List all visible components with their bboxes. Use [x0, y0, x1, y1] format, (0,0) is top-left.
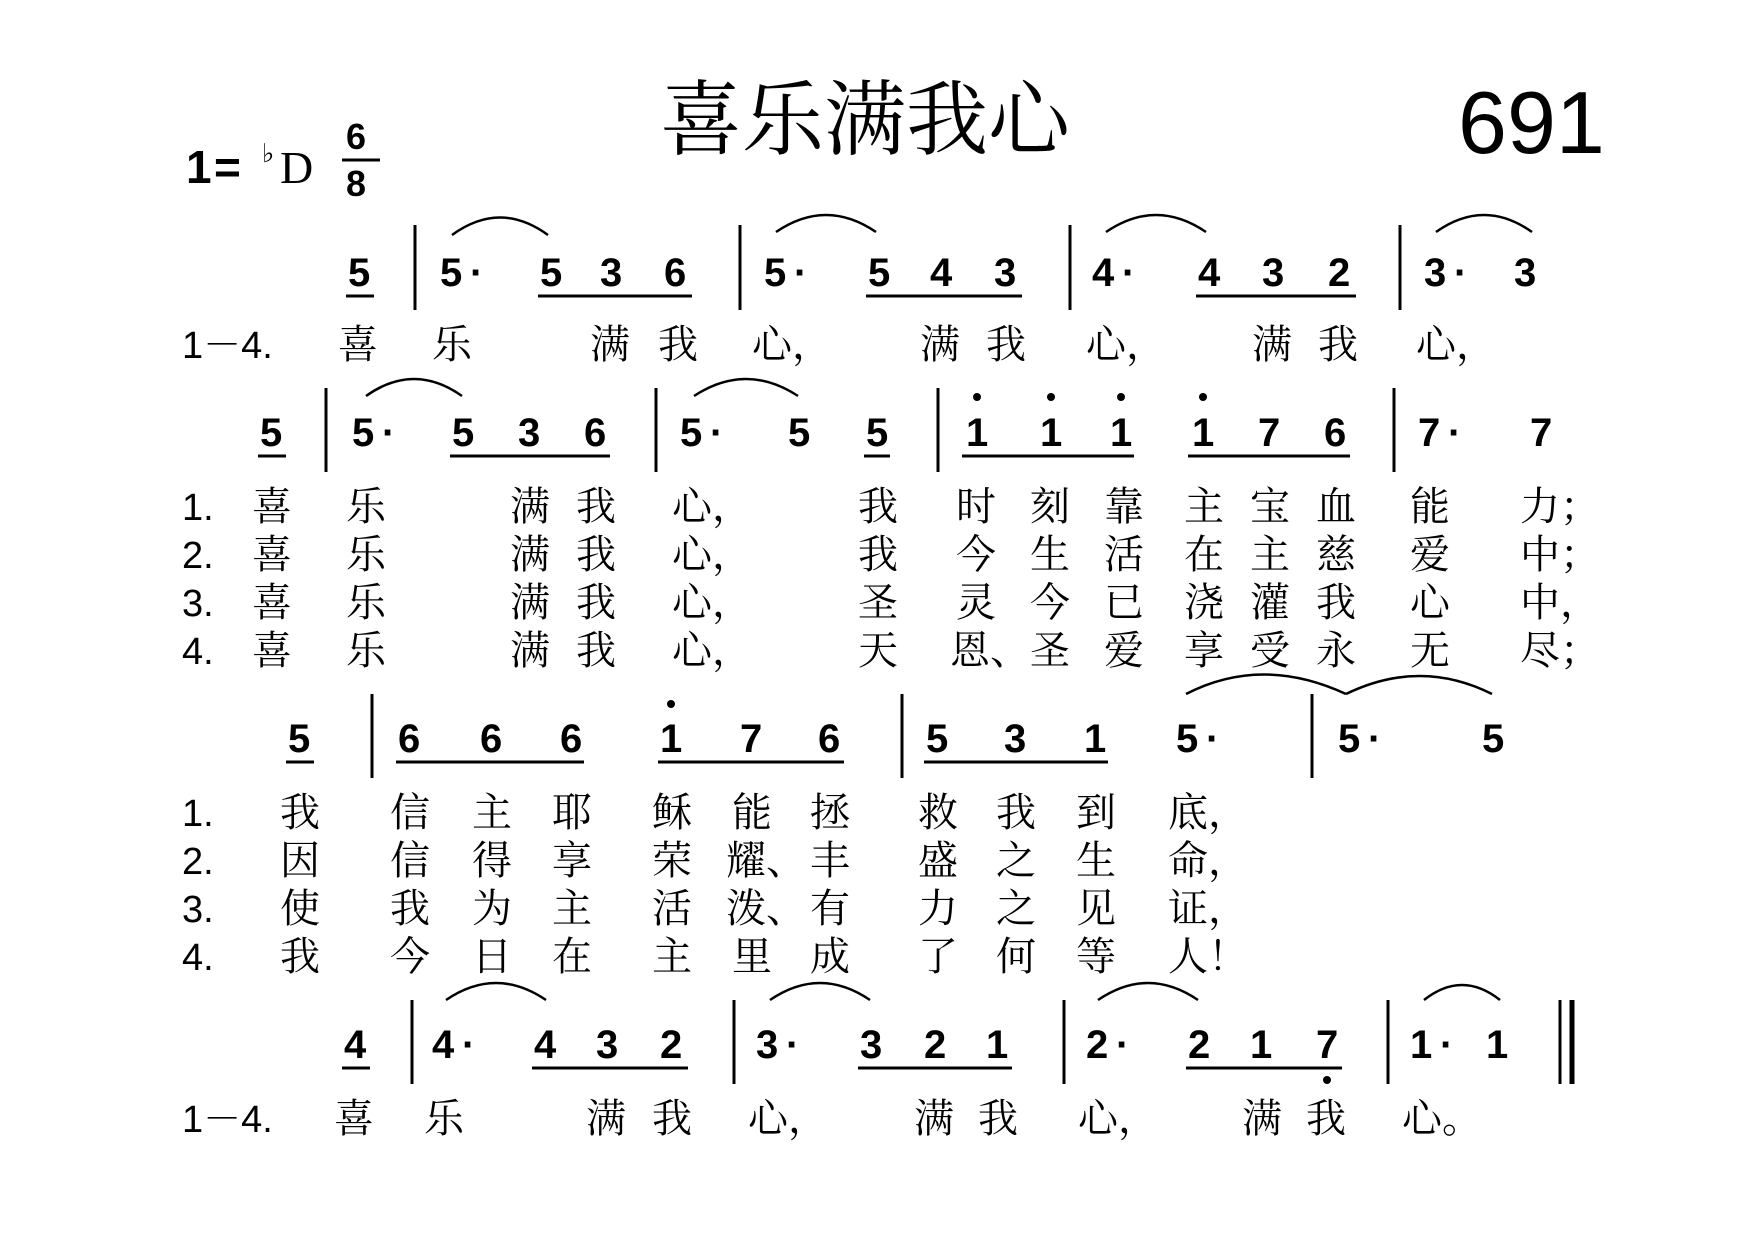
- hymn-number: 691: [1458, 73, 1605, 172]
- note: 3: [596, 1023, 619, 1067]
- lyric-syllable: 稣: [652, 790, 692, 836]
- note: 2: [660, 1023, 683, 1067]
- verse-label: 4.: [182, 937, 214, 979]
- note: 1: [1410, 1023, 1433, 1067]
- slur: [776, 215, 876, 232]
- lyric-syllable: 中；: [1520, 532, 1600, 578]
- lyric-syllable: 有: [810, 886, 850, 932]
- slurs: [1186, 675, 1492, 695]
- lyric-syllable: 证，: [1168, 886, 1248, 932]
- lyric-syllable: 心，: [1078, 1096, 1158, 1142]
- lyric-syllable: 成: [810, 934, 850, 980]
- lyric-syllable: 里: [732, 934, 772, 980]
- lyric-syllable: 满: [510, 484, 550, 530]
- note: 6: [1324, 411, 1347, 455]
- lyric-syllable: 乐: [346, 484, 386, 530]
- verse-label: 3.: [182, 583, 214, 625]
- lyric-syllable: 心: [1410, 580, 1450, 626]
- lyric-syllable: 满: [1242, 1096, 1282, 1142]
- lyric-syllable: 灵: [956, 580, 996, 626]
- note: 6: [560, 717, 583, 761]
- note: 7: [740, 717, 763, 761]
- lyric-syllable: 主: [472, 790, 512, 836]
- lyric-syllable: 乐: [346, 580, 386, 626]
- slur: [1186, 675, 1346, 695]
- note: 1: [1250, 1023, 1273, 1067]
- note: 5: [540, 251, 563, 295]
- lyric-syllable: 在: [1184, 532, 1224, 578]
- note: 5: [926, 717, 949, 761]
- note: 5: [680, 411, 703, 455]
- lyric-syllable: 乐: [346, 532, 386, 578]
- lyric-syllable: 心，: [1086, 322, 1166, 368]
- lyric-syllable: 心，: [672, 628, 752, 674]
- slur: [1424, 985, 1500, 1000]
- verse-lyrics: [182, 484, 1600, 674]
- note-dot: ·: [1448, 411, 1462, 455]
- note: 4: [432, 1023, 455, 1067]
- note: 2: [924, 1023, 947, 1067]
- slurs: [366, 379, 798, 396]
- note-dot: ·: [710, 411, 724, 455]
- bar-lines: [326, 388, 1394, 472]
- note-dot: ·: [470, 251, 484, 295]
- verse-lyrics: [182, 322, 1496, 368]
- lyric-syllable: 心，: [752, 322, 832, 368]
- verse-label: 2.: [182, 841, 214, 883]
- note: 3: [518, 411, 541, 455]
- lyric-syllable: 满: [510, 628, 550, 674]
- octave-dots: [973, 393, 1207, 401]
- octave-dot-low: [1323, 1076, 1331, 1084]
- lyric-syllable: 永: [1316, 628, 1356, 674]
- lyric-syllable: 荣: [652, 838, 692, 884]
- lyric-syllable: 底，: [1168, 790, 1248, 836]
- slur: [366, 379, 462, 396]
- lyric-syllable: 耶: [552, 790, 592, 836]
- note: 4: [930, 251, 953, 295]
- lyric-syllable: 见: [1076, 886, 1116, 932]
- note: 7: [1316, 1023, 1339, 1067]
- lyric-syllable: 心，: [672, 580, 752, 626]
- lyric-syllable: 刻: [1030, 484, 1070, 530]
- lyric-syllable: 享: [1184, 628, 1224, 674]
- note: 5: [440, 251, 463, 295]
- lyric-syllable: 能: [732, 790, 772, 836]
- note: 5: [868, 251, 891, 295]
- slur: [1346, 676, 1492, 694]
- lyric-syllable: 力；: [1520, 484, 1600, 530]
- lyric-syllable: 生: [1076, 838, 1116, 884]
- bar-lines: [372, 694, 1312, 778]
- verse-label: 2.: [182, 535, 214, 577]
- lyric-syllable: 爱: [1410, 532, 1450, 578]
- slurs: [446, 983, 1500, 1000]
- lyric-syllable: 尽；: [1520, 628, 1600, 674]
- note: 1: [986, 1023, 1009, 1067]
- lyric-syllable: 喜: [252, 532, 292, 578]
- note: 5: [260, 411, 283, 455]
- lyric-syllable: 因: [280, 838, 320, 884]
- song-title: 喜乐满我心: [660, 73, 1071, 168]
- slur: [452, 218, 548, 236]
- octave-dot: [1199, 393, 1207, 401]
- lyric-syllable: 宝: [1250, 484, 1290, 530]
- lyric-syllable: 满: [586, 1096, 626, 1142]
- lyric-syllable: 救: [918, 790, 958, 836]
- lyric-syllable: 今: [956, 532, 996, 578]
- note: 1: [660, 717, 683, 761]
- lyric-syllable: 人！: [1168, 934, 1248, 980]
- note: 5: [452, 411, 475, 455]
- notes-row: [260, 411, 1552, 455]
- lyric-syllable: 享: [552, 838, 592, 884]
- lyric-syllable: 我: [576, 628, 616, 674]
- note: 3: [994, 251, 1017, 295]
- lyric-syllable: 乐: [432, 322, 472, 368]
- key-tonic: 1: [186, 141, 212, 193]
- note: 5: [866, 411, 889, 455]
- lyric-syllable: 天: [858, 628, 898, 674]
- notes-row: [348, 251, 1536, 295]
- note: 5: [764, 251, 787, 295]
- note: 1: [1084, 717, 1107, 761]
- lyric-syllable: 我: [576, 532, 616, 578]
- note-dot: ·: [382, 411, 396, 455]
- note: 4: [1092, 251, 1115, 295]
- note: 4: [1198, 251, 1221, 295]
- lyric-syllable: 在: [552, 934, 592, 980]
- lyric-syllable: 乐: [346, 628, 386, 674]
- note: 6: [818, 717, 841, 761]
- lyric-syllable: 满: [1252, 322, 1292, 368]
- lyric-syllable: 我: [1306, 1096, 1346, 1142]
- key-signature: [186, 139, 313, 193]
- lyric-syllable: 到: [1076, 790, 1116, 836]
- lyric-syllable: 满: [510, 532, 550, 578]
- lyric-syllable: 心，: [1416, 322, 1496, 368]
- lyric-syllable: 喜: [252, 580, 292, 626]
- lyric-syllable: 我: [986, 322, 1026, 368]
- octave-dot: [1047, 393, 1055, 401]
- octave-dot: [667, 700, 675, 708]
- verse-label: 1－4.: [182, 325, 273, 367]
- lyric-syllable: 血: [1316, 484, 1356, 530]
- system-3: [182, 675, 1504, 981]
- lyric-syllable: 日: [472, 934, 512, 980]
- lyric-syllable: 已: [1104, 580, 1144, 626]
- note: 1: [1486, 1023, 1509, 1067]
- lyric-syllable: 浇: [1184, 580, 1224, 626]
- lyric-syllable: 我: [858, 532, 898, 578]
- note: 6: [480, 717, 503, 761]
- note: 3: [756, 1023, 779, 1067]
- verse-lyrics: [182, 790, 1248, 980]
- lyric-syllable: 今: [1030, 580, 1070, 626]
- slur: [694, 379, 798, 396]
- lyric-syllable: 拯: [810, 790, 850, 836]
- lyric-syllable: 我: [996, 790, 1036, 836]
- lyric-syllable: 我: [658, 322, 698, 368]
- time-signature-top: 6: [346, 116, 367, 157]
- lyric-syllable: 心，: [672, 532, 752, 578]
- octave-dot: [973, 393, 981, 401]
- lyric-syllable: 今: [390, 934, 430, 980]
- slur: [1106, 215, 1206, 232]
- lyric-syllable: 圣: [1030, 628, 1070, 674]
- note: 5: [1176, 717, 1199, 761]
- note-dot: ·: [1454, 251, 1468, 295]
- note-dot: ·: [786, 1023, 800, 1067]
- lyric-syllable: 得: [472, 838, 512, 884]
- lyric-syllable: 耀、: [726, 838, 806, 884]
- note: 1: [966, 411, 989, 455]
- lyric-syllable: 为: [472, 886, 512, 932]
- note: 1: [1040, 411, 1063, 455]
- lyric-syllable: 主: [652, 934, 692, 980]
- lyric-syllable: 命，: [1168, 838, 1248, 884]
- octave-dots: [1323, 1076, 1331, 1084]
- lyric-syllable: 我: [576, 484, 616, 530]
- verse-label: 1－4.: [182, 1099, 273, 1141]
- lyric-syllable: 满: [914, 1096, 954, 1142]
- note: 2: [1086, 1023, 1109, 1067]
- lyric-syllable: 我: [858, 484, 898, 530]
- note: 3: [1004, 717, 1027, 761]
- lyric-syllable: 受: [1250, 628, 1290, 674]
- note-dot: ·: [1116, 1023, 1130, 1067]
- lyric-syllable: 我: [280, 934, 320, 980]
- note-dot: ·: [794, 251, 808, 295]
- note: 7: [1258, 411, 1281, 455]
- note: 6: [398, 717, 421, 761]
- verse-label: 1.: [182, 487, 214, 529]
- lyric-syllable: 主: [1184, 484, 1224, 530]
- lyric-syllable: 丰: [810, 838, 850, 884]
- lyric-syllable: 我: [576, 580, 616, 626]
- lyric-syllable: 心，: [672, 484, 752, 530]
- note: 7: [1418, 411, 1441, 455]
- lyric-syllable: 慈: [1316, 532, 1356, 578]
- lyric-syllable: 主: [1250, 532, 1290, 578]
- note-dot: ·: [462, 1023, 476, 1067]
- lyric-syllable: 圣: [858, 580, 898, 626]
- slur: [1436, 215, 1532, 232]
- note: 3: [860, 1023, 883, 1067]
- slurs: [452, 215, 1532, 235]
- lyric-syllable: 生: [1030, 532, 1070, 578]
- lyric-syllable: 主: [552, 886, 592, 932]
- lyric-syllable: 力: [918, 886, 958, 932]
- note-dot: ·: [1122, 251, 1136, 295]
- lyric-syllable: 使: [280, 886, 320, 932]
- lyric-syllable: 爱: [1104, 628, 1144, 674]
- note-dot: ·: [1368, 717, 1382, 761]
- system-2: [182, 379, 1600, 674]
- verse-label: 1.: [182, 793, 214, 835]
- system-4: [182, 983, 1572, 1142]
- lyric-syllable: 活: [1104, 532, 1144, 578]
- note: 6: [584, 411, 607, 455]
- time-signature-bottom: 8: [346, 163, 367, 204]
- note: 6: [664, 251, 687, 295]
- lyric-syllable: 之: [996, 886, 1036, 932]
- lyric-syllable: 信: [390, 790, 430, 836]
- lyric-syllable: 喜: [338, 322, 378, 368]
- lyric-syllable: 满: [920, 322, 960, 368]
- note: 2: [1328, 251, 1351, 295]
- lyric-syllable: 我: [1318, 322, 1358, 368]
- lyric-syllable: 我: [978, 1096, 1018, 1142]
- note: 1: [1110, 411, 1133, 455]
- lyric-syllable: 喜: [334, 1096, 374, 1142]
- note: 3: [1424, 251, 1447, 295]
- lyric-syllable: 我: [1316, 580, 1356, 626]
- lyric-syllable: 靠: [1104, 484, 1144, 530]
- verse-label: 3.: [182, 889, 214, 931]
- note: 3: [600, 251, 623, 295]
- octave-dots: [667, 700, 675, 708]
- note: 3: [1262, 251, 1285, 295]
- time-signature: [342, 116, 380, 204]
- note: 2: [1188, 1023, 1211, 1067]
- slur: [770, 983, 870, 1000]
- note: 1: [1192, 411, 1215, 455]
- key-letter: D: [280, 142, 314, 193]
- lyric-syllable: 我: [652, 1096, 692, 1142]
- key-equals: =: [214, 141, 241, 193]
- note: 5: [288, 717, 311, 761]
- verse-label: 4.: [182, 631, 214, 673]
- key-flat: ♭: [262, 139, 275, 169]
- lyric-syllable: 泼、: [726, 886, 806, 932]
- lyric-syllable: 无: [1410, 628, 1450, 674]
- note: 5: [788, 411, 811, 455]
- note-dot: ·: [1206, 717, 1220, 761]
- lyric-syllable: 之: [996, 838, 1036, 884]
- lyric-syllable: 心，: [748, 1096, 828, 1142]
- note: 5: [348, 251, 371, 295]
- lyric-syllable: 活: [652, 886, 692, 932]
- verse-lyrics: [182, 1096, 1482, 1142]
- lyric-syllable: 中，: [1520, 580, 1600, 626]
- note: 7: [1530, 411, 1553, 455]
- lyric-syllable: 我: [280, 790, 320, 836]
- note: 5: [1338, 717, 1361, 761]
- note: 5: [352, 411, 375, 455]
- lyric-syllable: 满: [510, 580, 550, 626]
- lyric-syllable: 喜: [252, 484, 292, 530]
- lyric-syllable: 我: [390, 886, 430, 932]
- note-dot: ·: [1440, 1023, 1454, 1067]
- lyric-syllable: 喜: [252, 628, 292, 674]
- notes-row: [344, 1023, 1508, 1067]
- slur: [1098, 983, 1198, 1000]
- note: 4: [534, 1023, 557, 1067]
- lyric-syllable: 等: [1076, 934, 1116, 980]
- slur: [446, 983, 546, 1000]
- lyric-syllable: 能: [1410, 484, 1450, 530]
- note: 5: [1482, 717, 1505, 761]
- lyric-syllable: 心。: [1402, 1096, 1482, 1142]
- note: 3: [1514, 251, 1537, 295]
- lyric-syllable: 时: [956, 484, 996, 530]
- notes-row: [288, 717, 1504, 761]
- lyric-syllable: 何: [996, 934, 1036, 980]
- octave-dot: [1117, 393, 1125, 401]
- note: 4: [344, 1023, 367, 1067]
- lyric-syllable: 乐: [424, 1096, 464, 1142]
- lyric-syllable: 灌: [1250, 580, 1290, 626]
- lyric-syllable: 满: [590, 322, 630, 368]
- lyric-syllable: 盛: [918, 838, 958, 884]
- lyric-syllable: 恩、: [950, 628, 1030, 674]
- system-1: [182, 215, 1536, 368]
- lyric-syllable: 信: [390, 838, 430, 884]
- lyric-syllable: 了: [918, 934, 958, 980]
